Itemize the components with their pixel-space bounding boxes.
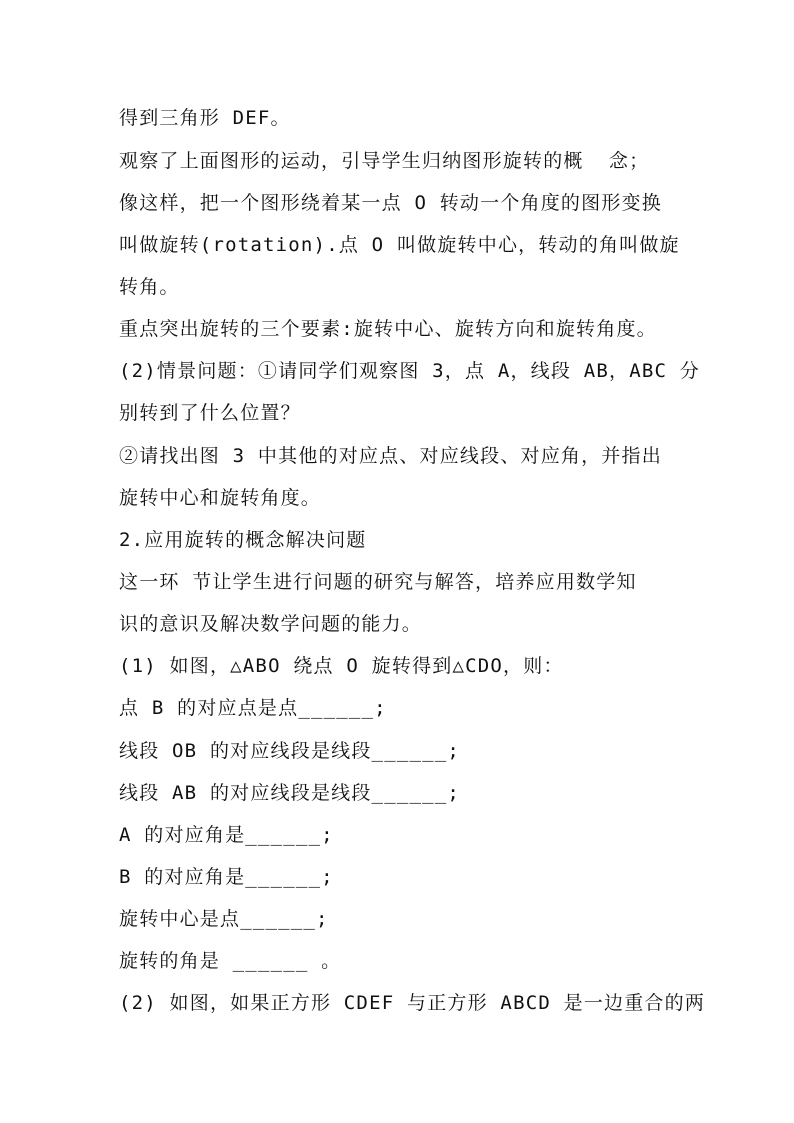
text-line: 识的意识及解决数学问题的能力。 [119,613,423,635]
question-line: B 的对应角是______; [119,866,334,888]
text-line: (2)情景问题：①请同学们观察图 3，点 A，线段 AB，ABC 分 [119,360,700,382]
text-line: 别转到了什么位置？ [119,402,301,424]
text-line: 像这样，把一个图形绕着某一点 O 转动一个角度的图形变换 [119,192,662,214]
question-line: (2) 如图，如果正方形 CDEF 与正方形 ABCD 是一边重合的两 [119,992,706,1014]
question-line: 旋转中心是点______; [119,908,329,930]
text-line: 重点突出旋转的三个要素:旋转中心、旋转方向和旋转角度。 [119,318,657,340]
text-line: 观察了上面图形的运动，引导学生归纳图形旋转的概 念； [119,150,650,172]
text-line: ②请找出图 3 中其他的对应点、对应线段、对应角，并指出 [119,445,662,467]
text-line: 转角。 [119,276,180,298]
text-line: 得到三角形 DEF。 [119,107,291,129]
question-line: 旋转的角是 ______ 。 [119,950,342,972]
question-line: 点 B 的对应点是点______; [119,697,387,719]
question-line: 线段 AB 的对应线段是线段______; [119,782,461,804]
text-line: 这一环 节让学生进行问题的研究与解答，培养应用数学知 [119,571,637,593]
text-line: 叫做旋转(rotation).点 O 叫做旋转中心，转动的角叫做旋 [119,234,680,256]
section-heading: 2.应用旋转的概念解决问题 [119,529,367,551]
question-line: (1) 如图，△ABO 绕点 O 旋转得到△CDO，则： [119,655,564,677]
question-line: A 的对应角是______; [119,824,334,846]
question-line: 线段 OB 的对应线段是线段______; [119,740,461,762]
text-line: 旋转中心和旋转角度。 [119,487,322,509]
